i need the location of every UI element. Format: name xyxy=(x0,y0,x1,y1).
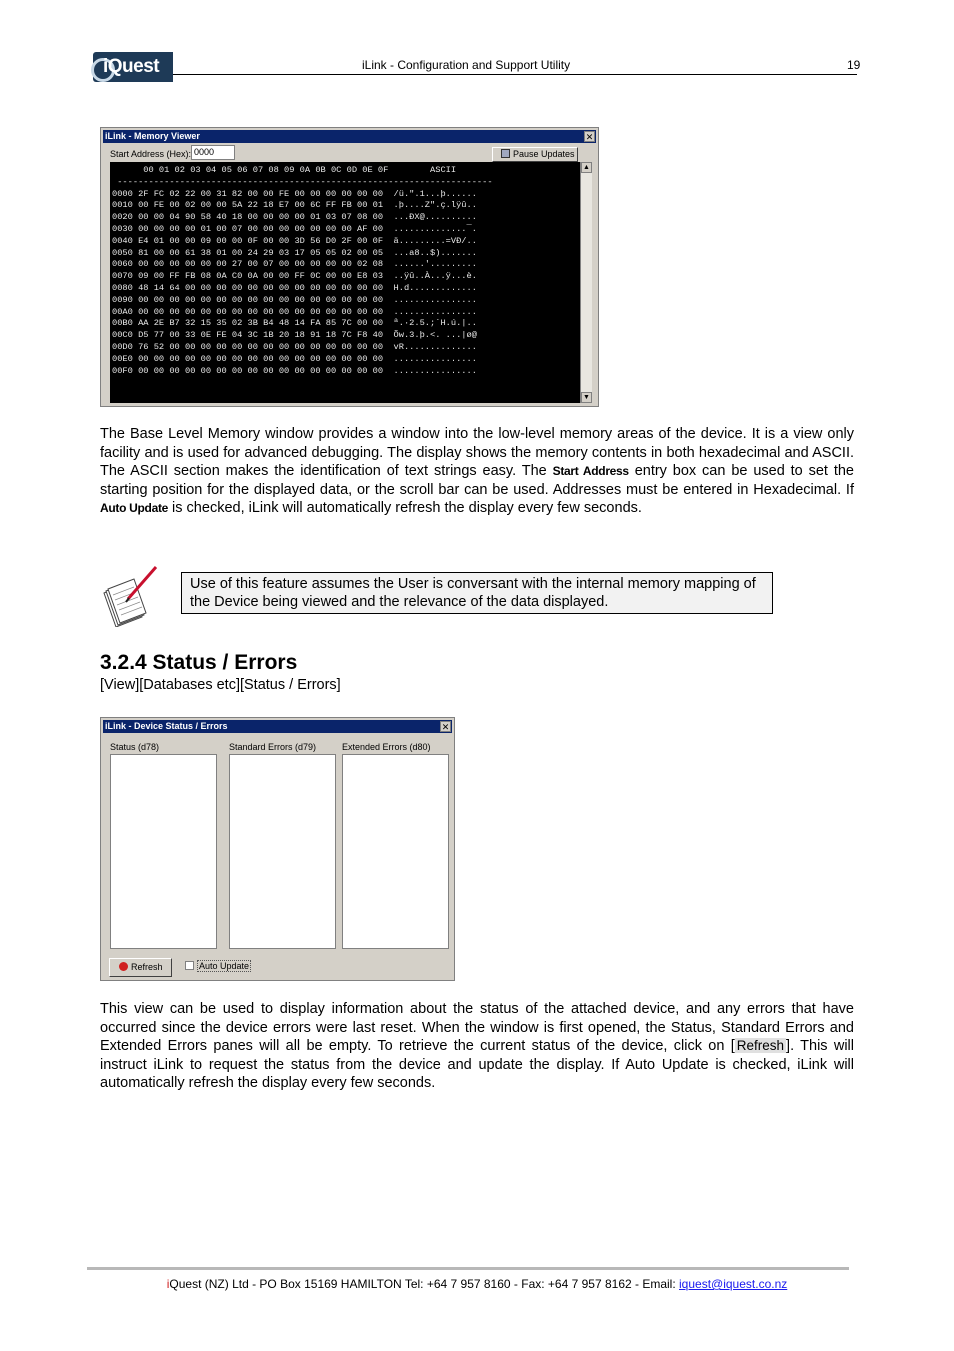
note-pad-icon xyxy=(100,565,160,627)
start-address-input[interactable]: 0000 xyxy=(191,145,235,160)
auto-update-label[interactable]: Auto Update xyxy=(199,961,250,971)
standard-errors-column-label: Standard Errors (d79) xyxy=(229,742,317,752)
footer-rule xyxy=(87,1267,849,1270)
para2-text-1: This view can be used to display information about the status of the attached device, and any errors that have occurred since the device errors were last reset. When the window is first opened, the Status, Standard Errors and Extended Errors panes will all be empty. To retrieve the current status of the device, click on [ xyxy=(100,1001,854,1054)
page-number: 19 xyxy=(847,58,861,72)
refresh-term: Refresh xyxy=(736,1038,785,1053)
status-errors-titlebar: iLink - Device Status / Errors xyxy=(103,720,452,733)
footer-company: Quest (NZ) Ltd - PO Box 15169 HAMILTON Tel: +64 7 957 8160 - Fax: +64 7 957 8162 - Email: xyxy=(169,1277,680,1291)
auto-update-checkbox[interactable] xyxy=(185,961,194,970)
close-icon[interactable]: ✕ xyxy=(585,132,594,142)
para1-text-2: entry box can be used to set the starting position for the displayed data, or the scroll bar can be used. Addresses must be entered in Hexadecimal. If xyxy=(100,463,854,498)
memory-viewer-description xyxy=(100,425,854,518)
logo-text: iQuest xyxy=(103,56,160,77)
para1-text-3: is checked, iLink will automatically refresh the display every few seconds. xyxy=(168,500,642,516)
start-address-label: Start Address (Hex): xyxy=(110,149,192,159)
company-logo xyxy=(93,52,173,82)
scroll-down-icon[interactable]: ▼ xyxy=(581,392,592,403)
refresh-button[interactable] xyxy=(109,958,172,977)
start-address-term: Start Address xyxy=(552,464,629,478)
close-icon[interactable]: ✕ xyxy=(441,722,450,732)
header-title: iLink - Configuration and Support Utility xyxy=(362,58,571,72)
hex-dump-pane[interactable] xyxy=(110,162,580,403)
footer xyxy=(0,1277,954,1291)
extended-errors-column-label: Extended Errors (d80) xyxy=(342,742,431,752)
menu-path: [View][Databases etc][Status / Errors] xyxy=(100,677,341,693)
memory-viewer-titlebar: iLink - Memory Viewer xyxy=(103,130,596,143)
footer-email-link[interactable]: iquest@iquest.co.nz xyxy=(679,1277,788,1291)
hex-dump-text: 00 01 02 03 04 05 06 07 08 09 0A 0B 0C 0D 0E 0F ASCII ------------------------------------------------------------------------ 0000 2F FC 02 22 00 31 82 00 00 FE 00 00 00 00 00 00 /ü.".1...þ...... 0010 00 FE 00 02 00 00 5A 22 18 E7 00 6C FF FB 00 01 .þ....Z".ç.lÿû.. 0020 00 00 04 90 58 40 18 00 00 00 00 01 03 07 08 00 ...ÐX@.......... 0030 00 00 00 00 01 00 07 00 00 00 00 00 00 00 AF 00 ..............¯. 0040 E4 01 00 00 09 00 00 0F 00 00 3D 56 D0 2F 00 0F ä.........=VÐ/.. 0050 81 00 00 61 38 01 00 24 29 03 17 05 05 02 00 05 ...a8..$)....... 0060 00 00 00 00 00 00 27 00 07 00 00 00 00 00 02 08 ......'......... 0070 09 00 FF FB 08 0A C0 0A 00 00 FF 0C 00 00 E8 03 ..ÿû..À...ÿ...è. 0080 48 14 64 00 00 00 00 00 00 00 00 00 00 00 00 00 H.d............. 0090 00 00 00 00 00 00 00 00 00 00 00 00 00 00 00 00 ................ 00A0 00 00 00 00 00 00 00 00 00 00 00 00 00 00 00 00 ................ 00B0 AA 2E B7 32 15 35 02 3B B4 48 14 FA 85 7C 00 00 ª.·2.5.;´H.ú.|.. 00C0 D5 77 00 33 0E FE 04 3C 1B 20 18 91 18 7C F8 40 Õw.3.þ.<. ...|ø@ 00D0 76 52 00 00 00 00 00 00 00 00 00 00 00 00 00 00 vR.............. 00E0 00 00 00 00 00 00 00 00 00 00 00 00 00 00 00 00 ................ 00F0 00 00 00 00 00 00 00 00 00 00 00 00 00 00 00 00 ................ xyxy=(112,165,493,376)
status-errors-window xyxy=(100,717,455,981)
footer-i: i xyxy=(166,1277,170,1291)
standard-errors-pane[interactable] xyxy=(229,754,336,949)
note-box: Use of this feature assumes the User is conversant with the internal memory mapping of the Device being viewed and the relevance of the data displayed. xyxy=(181,572,773,614)
status-pane[interactable] xyxy=(110,754,217,949)
scroll-up-icon[interactable]: ▲ xyxy=(581,162,592,173)
section-heading: 3.2.4 Status / Errors xyxy=(100,651,298,674)
auto-update-term: Auto Update xyxy=(100,501,169,515)
refresh-label: Refresh xyxy=(131,962,163,972)
refresh-icon xyxy=(119,962,128,971)
pause-updates-label: Pause Updates xyxy=(513,149,575,159)
memory-viewer-window xyxy=(100,127,599,407)
header-rule xyxy=(173,74,857,75)
para2-text-2: ]. This will instruct iLink to request the status from the device and update the display. If Auto Update is checked, iLink will automatically refresh the display every few seconds. xyxy=(100,1038,855,1091)
pause-icon xyxy=(501,149,510,158)
status-errors-description xyxy=(100,1000,854,1093)
status-column-label: Status (d78) xyxy=(110,742,160,752)
vertical-scrollbar[interactable] xyxy=(580,162,592,403)
pause-updates-button[interactable] xyxy=(492,147,578,162)
para1-text-1: The Base Level Memory window provides a window into the low-level memory areas of the device. It is a view only facility and is used for advanced debugging. The display shows the memory contents in both hexadecimal and ASCII. The ASCII section makes the identification of text strings easy. The xyxy=(100,426,854,479)
extended-errors-pane[interactable] xyxy=(342,754,449,949)
